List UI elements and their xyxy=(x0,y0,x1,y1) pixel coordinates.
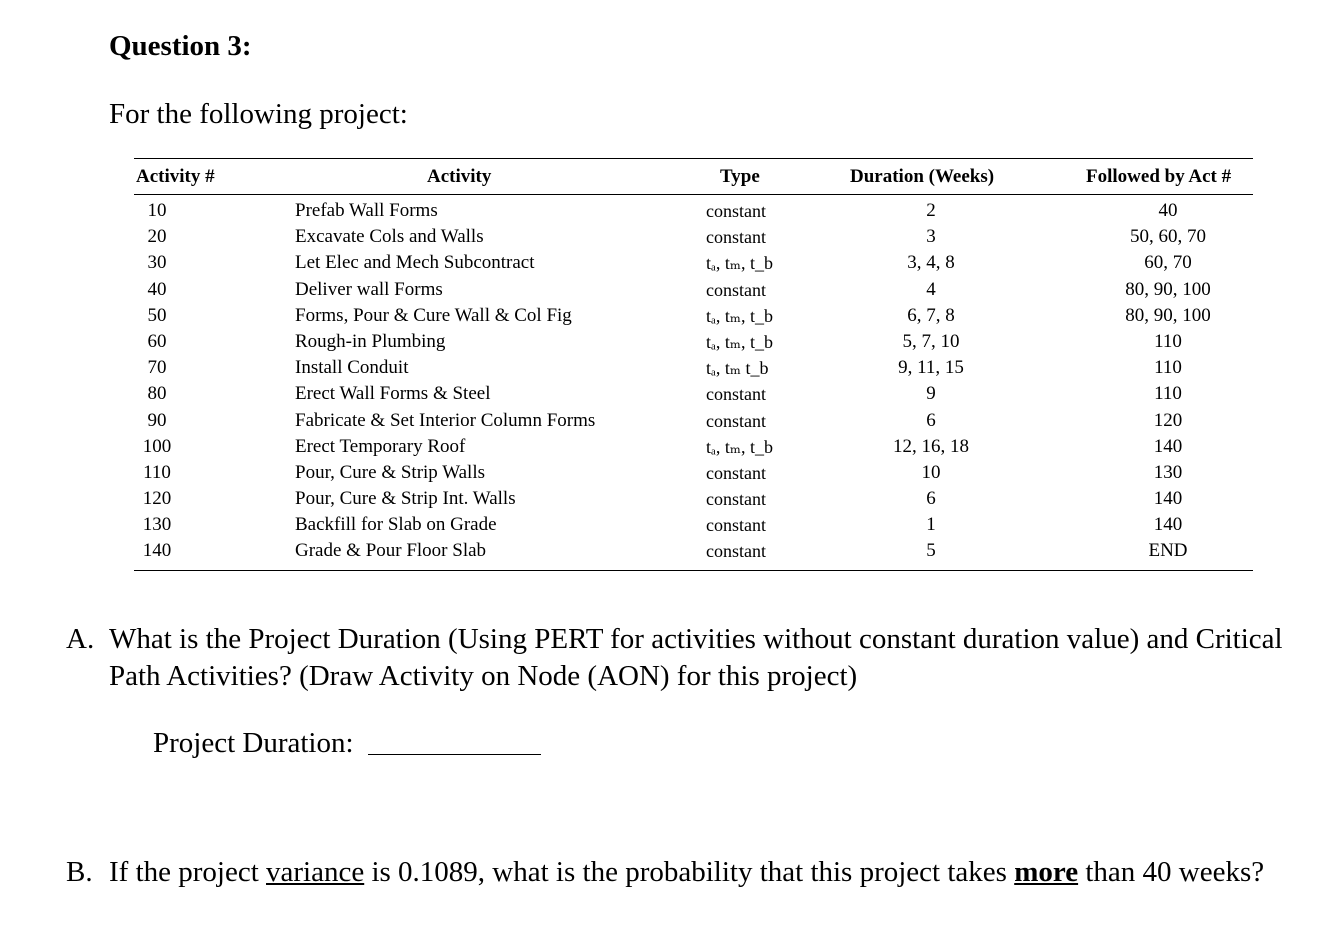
part-b-text-after: than 40 weeks? xyxy=(1078,856,1265,888)
cell-activity: Rough-in Plumbing xyxy=(295,330,446,352)
cell-followed-by: 110 xyxy=(1154,330,1182,352)
table-row xyxy=(134,409,1253,435)
cell-activity-number: 70 xyxy=(147,357,167,379)
cell-activity: Backfill for Slab on Grade xyxy=(295,514,497,536)
cell-type: constant xyxy=(706,279,766,300)
cell-duration: 3, 4, 8 xyxy=(907,252,955,274)
cell-activity: Forms, Pour & Cure Wall & Col Fig xyxy=(295,304,572,326)
cell-activity-number: 140 xyxy=(142,540,172,562)
cell-type: constant xyxy=(706,201,766,221)
cell-duration: 10 xyxy=(921,461,941,483)
project-duration-label: Project Duration: xyxy=(153,727,354,759)
cell-activity-number: 80 xyxy=(147,383,167,405)
table-row xyxy=(134,487,1253,513)
table-row xyxy=(134,356,1253,382)
cell-duration: 9 xyxy=(926,383,936,405)
part-b-text-middle: is 0.1089, what is the probability that this project takes xyxy=(364,856,1015,888)
cell-activity: Install Conduit xyxy=(295,357,409,379)
cell-followed-by: 80, 90, 100 xyxy=(1125,278,1211,300)
header-followed-by: Followed by Act # xyxy=(1086,166,1232,187)
part-a-label: A. xyxy=(66,623,95,655)
part-b-text-before: If the project xyxy=(109,856,267,888)
part-b-label: B. xyxy=(66,856,93,888)
table-body xyxy=(134,199,1253,566)
cell-duration: 4 xyxy=(926,278,936,300)
cell-duration: 6 xyxy=(926,488,936,510)
cell-followed-by: 80, 90, 100 xyxy=(1125,304,1211,326)
cell-followed-by: 110 xyxy=(1154,383,1182,405)
part-b-question xyxy=(109,854,1264,890)
cell-activity-number: 30 xyxy=(147,252,167,274)
cell-activity: Prefab Wall Forms xyxy=(295,200,438,221)
header-activity-number: Activity # xyxy=(136,166,215,187)
cell-followed-by: END xyxy=(1148,540,1188,562)
cell-duration: 6 xyxy=(926,409,936,431)
cell-duration: 12, 16, 18 xyxy=(893,435,969,457)
cell-followed-by: 120 xyxy=(1153,409,1183,431)
cell-duration: 2 xyxy=(926,200,936,221)
cell-type: constant xyxy=(706,384,766,405)
cell-duration: 1 xyxy=(926,514,936,536)
table-row xyxy=(134,251,1253,277)
cell-type: tₐ, tₘ, t_b xyxy=(706,436,773,457)
table-row xyxy=(134,513,1253,539)
cell-followed-by: 40 xyxy=(1158,200,1178,221)
cell-followed-by: 130 xyxy=(1153,461,1183,483)
cell-activity: Let Elec and Mech Subcontract xyxy=(295,252,535,274)
cell-type: tₐ, tₘ, t_b xyxy=(706,331,773,352)
table-row xyxy=(134,435,1253,461)
cell-activity-number: 10 xyxy=(147,200,167,221)
cell-activity: Grade & Pour Floor Slab xyxy=(295,540,487,562)
cell-type: constant xyxy=(706,515,766,536)
cell-activity-number: 100 xyxy=(142,435,172,457)
cell-followed-by: 140 xyxy=(1153,514,1183,536)
cell-activity: Erect Temporary Roof xyxy=(295,435,466,457)
cell-activity: Pour, Cure & Strip Int. Walls xyxy=(295,488,516,510)
table-row xyxy=(134,539,1253,565)
cell-followed-by: 50, 60, 70 xyxy=(1130,226,1206,248)
cell-followed-by: 140 xyxy=(1153,488,1183,510)
table-row xyxy=(134,330,1253,356)
table-header xyxy=(134,159,1253,195)
header-activity: Activity xyxy=(427,166,492,187)
part-a-question: What is the Project Duration (Using PERT for activities without constant duration value) and Critical Path Activities? (Draw Activity on Node (AON) for this project) xyxy=(109,623,1283,692)
project-table xyxy=(134,158,1253,571)
question-title: Question 3: xyxy=(109,30,252,62)
cell-type: tₐ, tₘ, t_b xyxy=(706,305,773,326)
table-row xyxy=(134,225,1253,251)
cell-activity-number: 120 xyxy=(142,488,172,510)
cell-type: tₐ, tₘ t_b xyxy=(706,358,769,379)
cell-duration: 5, 7, 10 xyxy=(902,330,960,352)
table-row xyxy=(134,461,1253,487)
cell-activity: Pour, Cure & Strip Walls xyxy=(295,461,485,483)
cell-activity: Deliver wall Forms xyxy=(295,278,443,300)
table-row xyxy=(134,278,1253,304)
cell-activity: Fabricate & Set Interior Column Forms xyxy=(295,409,596,431)
more-word: more xyxy=(1014,856,1079,888)
cell-type: constant xyxy=(706,462,766,483)
cell-type: constant xyxy=(706,541,766,562)
cell-activity-number: 60 xyxy=(147,330,167,352)
cell-duration: 6, 7, 8 xyxy=(907,304,955,326)
header-type: Type xyxy=(720,166,760,187)
cell-type: tₐ, tₘ, t_b xyxy=(706,253,773,274)
cell-activity-number: 110 xyxy=(143,461,171,483)
cell-activity-number: 50 xyxy=(147,304,167,326)
cell-followed-by: 110 xyxy=(1154,357,1182,379)
cell-activity-number: 90 xyxy=(147,409,167,431)
cell-activity-number: 130 xyxy=(142,514,172,536)
cell-duration: 9, 11, 15 xyxy=(898,357,964,379)
variance-word: variance xyxy=(266,856,365,888)
cell-activity-number: 40 xyxy=(147,278,167,300)
cell-duration: 5 xyxy=(926,540,936,562)
cell-followed-by: 140 xyxy=(1153,435,1183,457)
project-duration-answer-blank[interactable] xyxy=(368,754,541,755)
cell-type: constant xyxy=(706,489,766,510)
cell-type: constant xyxy=(706,227,766,248)
cell-activity-number: 20 xyxy=(147,226,167,248)
cell-activity: Excavate Cols and Walls xyxy=(295,226,484,248)
table-row xyxy=(134,304,1253,330)
cell-activity: Erect Wall Forms & Steel xyxy=(295,383,491,405)
header-duration: Duration (Weeks) xyxy=(850,166,995,187)
question-intro: For the following project: xyxy=(109,98,408,130)
cell-followed-by: 60, 70 xyxy=(1144,252,1192,274)
cell-type: constant xyxy=(706,410,766,431)
cell-duration: 3 xyxy=(926,226,936,248)
table-row xyxy=(134,199,1253,225)
table-row xyxy=(134,382,1253,408)
